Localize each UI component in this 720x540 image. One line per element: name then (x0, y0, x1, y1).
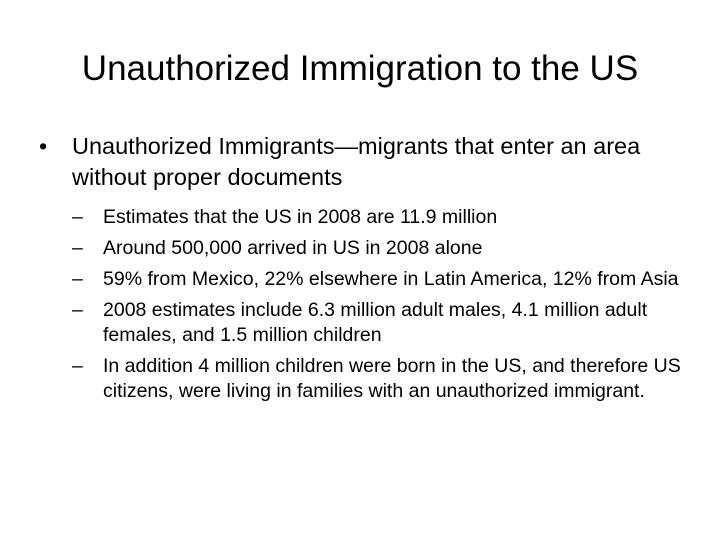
sub-bullet (36, 205, 686, 230)
slide-body (36, 131, 686, 420)
sub-bullet (36, 298, 686, 348)
sub-bullet-text: 59% from Mexico, 22% elsewhere in Latin America, 12% from Asia (103, 268, 679, 290)
sub-bullet-marker: – (72, 268, 83, 290)
sub-bullet-text: Estimates that the US in 2008 are 11.9 million (103, 206, 498, 228)
main-bullet-text: Unauthorized Immigrants—migrants that enter an area without proper documents (72, 133, 641, 190)
sub-bullet (36, 236, 686, 261)
sub-bullet-marker: – (72, 237, 83, 259)
sub-bullet (36, 354, 686, 404)
main-bullet (36, 131, 686, 193)
slide-title: Unauthorized Immigration to the US (81, 49, 639, 88)
sub-bullet (36, 267, 686, 292)
sub-bullet-marker: – (72, 206, 83, 228)
sub-bullet-marker: – (72, 299, 83, 321)
bullet-marker: • (39, 133, 48, 159)
sub-bullet-text: 2008 estimates include 6.3 million adult males, 4.1 million adult females, and 1.5 million children (103, 299, 648, 346)
sub-bullet-text: Around 500,000 arrived in US in 2008 alone (103, 237, 483, 259)
sub-bullet-text: In addition 4 million children were born in the US, and therefore US citizens, were living in families with an unauthorized immigrant. (103, 355, 681, 402)
sub-bullet-marker: – (72, 355, 83, 377)
sub-bullet-list (36, 205, 686, 404)
